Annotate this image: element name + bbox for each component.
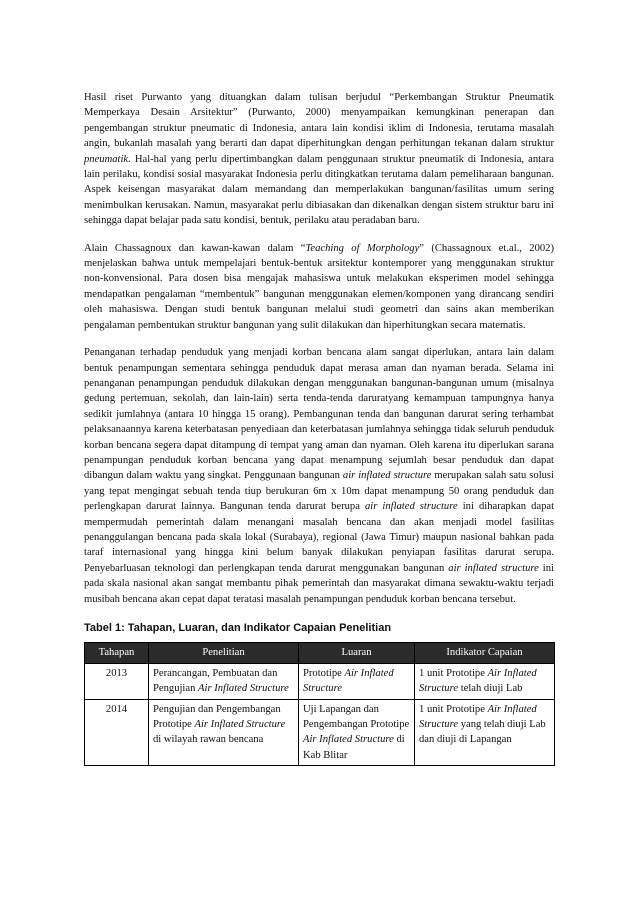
cell-luaran [299, 663, 415, 699]
text: ini pada skala nasional akan sangat membantu pihak pemerintah dan masyarakat dimana sewaktu-waktu terjadi musibah bencana akan cepat dapat teratasi masalah penampungan penduduk korban bencana tersebut. [84, 562, 554, 605]
italic-term: Air Inflated Structure [198, 683, 289, 695]
text: Penanganan terhadap penduduk yang menjadi korban bencana alam sangat diperlukan, antara lain dalam bentuk penampungan sementara sehingga penduduk dapat merasa aman dan nyaman berada. Selama ini penanganan penampungan penduduk dilakukan dengan menggunakan bangunan-bangunan umum (misalnya gedung pertemuan, sekolah, dan lain-lain) serta tenda-tenda daruratyang kemampuan tampungnya hanya sedikit jumlahnya (antara 10 hingga 15 orang). Pembangunan tenda dan bangunan darurat sering terhambat pelaksanaannya karena keterbatasan penyediaan dan keterbatasan jumlahnya sehingga tidak seluruh penduduk korban bencana segera dapat ditampung di tempat yang aman dan nyaman. Oleh karena itu diperlukan sarana penampungan penduduk korban bencana yang dapat menampung sejumlah besar penduduk dan dapat dibangun dalam waktu yang singkat. Penggunaan bangunan [84, 347, 554, 482]
paragraph-purwanto [84, 90, 554, 229]
italic-term: pneumatik [84, 153, 129, 165]
text: Alain Chassagnoux dan kawan-kawan dalam “ [84, 242, 306, 254]
header-luaran: Luaran [299, 643, 415, 663]
cell-indikator [415, 699, 555, 766]
text: telah diuji Lab [458, 683, 523, 695]
text: Prototipe [303, 667, 345, 679]
text: 1 unit Prototipe [419, 703, 488, 715]
text: Perancangan, Pembuatan dan Pengujian [153, 667, 278, 695]
italic-term: Air Inflated Structure [419, 703, 537, 731]
paragraph-penanganan [84, 345, 554, 607]
table-caption: Tabel 1: Tahapan, Luaran, dan Indikator Capaian Penelitian [84, 622, 392, 634]
header-indikator: Indikator Capaian [415, 643, 555, 663]
table-row [85, 663, 555, 699]
table-row [85, 699, 555, 766]
italic-term: Air Inflated Structure [194, 719, 286, 731]
text: 1 unit Prototipe [419, 667, 488, 679]
text: . Hal-hal yang perlu dipertimbangkan dalam penggunaan struktur pneumatik di Indonesia, antara lain perilaku, kondisi sosial masyarakat Indonesia perlu ditingkatkan terutama dalam pemeliharaan bangunan. Aspek keisengan masyarakat dalam memandang dan memperlakukan bangunan/fasilitas umum sering menimbulkan kerusakan. Namun, masyarakat perlu dibiasakan dan dikenalkan dengan sistem struktur baru ini sehingga dapat belajar pada satu kondisi, bentuk, perilaku atau peradaban baru. [84, 153, 554, 227]
italic-term: air inflated structure [448, 562, 539, 574]
cell-tahapan: 2013 [85, 663, 149, 699]
text: di wilayah rawan bencana [153, 734, 264, 746]
research-table [84, 642, 555, 766]
paragraph-chassagnoux [84, 241, 554, 333]
cell-penelitian [149, 699, 299, 766]
italic-term: air inflated structure [342, 470, 432, 482]
header-penelitian: Penelitian [149, 643, 299, 663]
cell-luaran [299, 699, 415, 766]
document-page [84, 90, 554, 766]
cell-penelitian [149, 663, 299, 699]
italic-term: Air Inflated Structure [419, 667, 537, 695]
text: Hasil riset Purwanto yang dituangkan dalam tulisan berjudul “Perkembangan Struktur Pneumatik Memperkaya Desain Arsitektur” (Purwanto, 2000) menyampaikan kemungkinan penerapan dan pengembangan struktur pneumatic di Indonesia, antara lain kondisi iklim di Indonesia, terutama masalah angin, bukanlah masalah yang berarti dan dapat diperhitungkan dengan perhitungan tekanan dalam struktur [84, 92, 554, 150]
italic-term: Air Inflated Structure [303, 667, 394, 695]
italic-term: air inflated structure [364, 501, 458, 513]
text: Uji Lapangan dan Pengembangan Prototipe [303, 703, 410, 731]
italic-term: Air Inflated Structure [303, 734, 394, 746]
text: Pengujian dan Pengembangan Prototipe [153, 703, 281, 731]
text: ” (Chassagnoux et.al., 2002) menjelaskan bahwa untuk mempelajari bentuk-bentuk arsitektur kontemporer yang menggunakan struktur non-konvensional. Para dosen bisa mengajak mahasiswa untuk melakukan eksperimen model sehingga mendapatkan pengalaman “membentuk” bangunan menggunakan elemen/komponen yang dirancang sendiri oleh mahasiswa. Dengan studi bentuk bangunan melalui studi geometri dan sains akan memberikan pengalaman pembentukan struktur bangunan yang sulit dilakukan dan hiperhitungkan secara matematis. [84, 242, 555, 331]
text: yang telah diuji Lab dan diuji di Lapangan [419, 719, 546, 746]
italic-term: Teaching of Morphology [305, 242, 420, 254]
cell-tahapan: 2014 [85, 699, 149, 766]
cell-indikator [415, 663, 555, 699]
table-header-row [85, 643, 555, 663]
header-tahapan: Tahapan [85, 643, 149, 663]
text: merupakan salah satu solusi yang tepat mengingat sebuah tenda tiup berukuran 6m x 10m dapat menampung 50 orang penduduk dan perlengkapan darurat lainnya. Bangunan tenda darurat berupa [84, 470, 555, 513]
text: di Kab Blitar [303, 734, 405, 761]
text: ini diharapkan dapat mempermudah pemerintah dalam menangani masalah bencana dan akan menjadi model fasilitas penanggulangan bencana pada skala lokal (Surabaya), regional (Jawa Timur) maupun nasional bahkan pada taraf internasional yang hingga kini belum banyak dilakukan penyiapan fasilitas darurat serupa. Penyebarluasan teknologi dan perlengkapan tenda darurat menggunakan bangunan [84, 501, 555, 574]
